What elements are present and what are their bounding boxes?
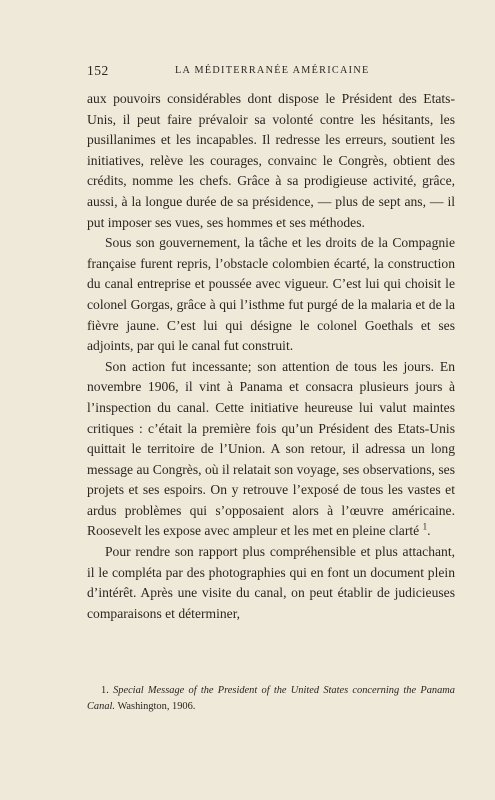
footnote-reference: 1 [422,521,428,532]
paragraph-2: Sous son gouvernement, la tâche et les droits de la Compagnie française furent repris, l’obstacle colombien écarté, la construction du canal entreprise et poussée avec vigueur. C’est lui qui choisit le colonel Gorgas, grâce à qui l’isthme fut purgé de la malaria et de la fièvre jaune. C’est lui qui désigne le colonel Goethals et ses adjoints, par qui le canal fut construit. [87,235,455,354]
paragraph-3-text: Son action fut incessante; son attention de tous les jours. En novembre 1906, il vint à Panama et consacra plusieurs jours à l’inspection du canal. Cette initiative heureuse lui valut maintes critiques : c’était la première fois qu’un Président des Etats-Unis quittait le territoire de l’Union. A son retour, il adressa un long message au Congrès, où il relatait son voyage, ses observations, ses projets et ses espoirs. On y retrouve l’exposé de tous les vastes et ardus problèmes qui s’opposaient alors à l’œuvre américaine. Roosevelt les expose avec ampleur et les met en pleine clarté [87,358,455,539]
footnote-rest: Washington, 1906. [117,701,196,712]
page-number: 152 [87,63,109,78]
footnote [87,683,455,715]
paragraph-1: aux pouvoirs considérables dont dispose le Président des Etats-Unis, il peut faire prévaloir sa volonté contre les hésitants, les pusillanimes et les incapables. Il redresse les erreurs, soutient les initiatives, relève les courages, convainc le Congrès, obtient des crédits, nomme les chefs. Grâce à sa prodigieuse activité, grâce, aussi, à la longue durée de sa présidence, — plus de sept ans, — il put imposer ses vues, ses hommes et ses méthodes. [87,91,455,230]
paragraph-4: Pour rendre son rapport plus compréhensible et plus attachant, il le compléta par des photographies qui en font un document plein d’intérêt. Après une visite du canal, on peut établir de judicieuses comparaisons et déterminer, [87,544,455,621]
footnote-number: 1. [101,685,109,696]
running-title: LA MÉDITERRANÉE AMÉRICAINE [175,65,370,76]
footnote-title: Special Message of the President of the United States concerning the Panama Canal. [87,685,455,712]
body-text [87,89,455,624]
page-header [87,63,455,79]
paragraph-3: Son action fut incessante; son attention de tous les jours. En novembre 1906, il vint à Panama et consacra plusieurs jours à l’inspection du canal. Cette initiative heureuse lui valut maintes critiques : c’était la première fois qu’un Président des Etats-Unis quittait le territoire de l’Union. A son retour, il adressa un long message au Congrès, où il relatait son voyage, ses observations, ses projets et ses espoirs. On y retrouve l’exposé de tous les vastes et ardus problèmes qui s’opposaient alors à l’œuvre américaine. Roosevelt les expose avec ampleur et les met en pleine clarté $^1$. [87,358,455,539]
